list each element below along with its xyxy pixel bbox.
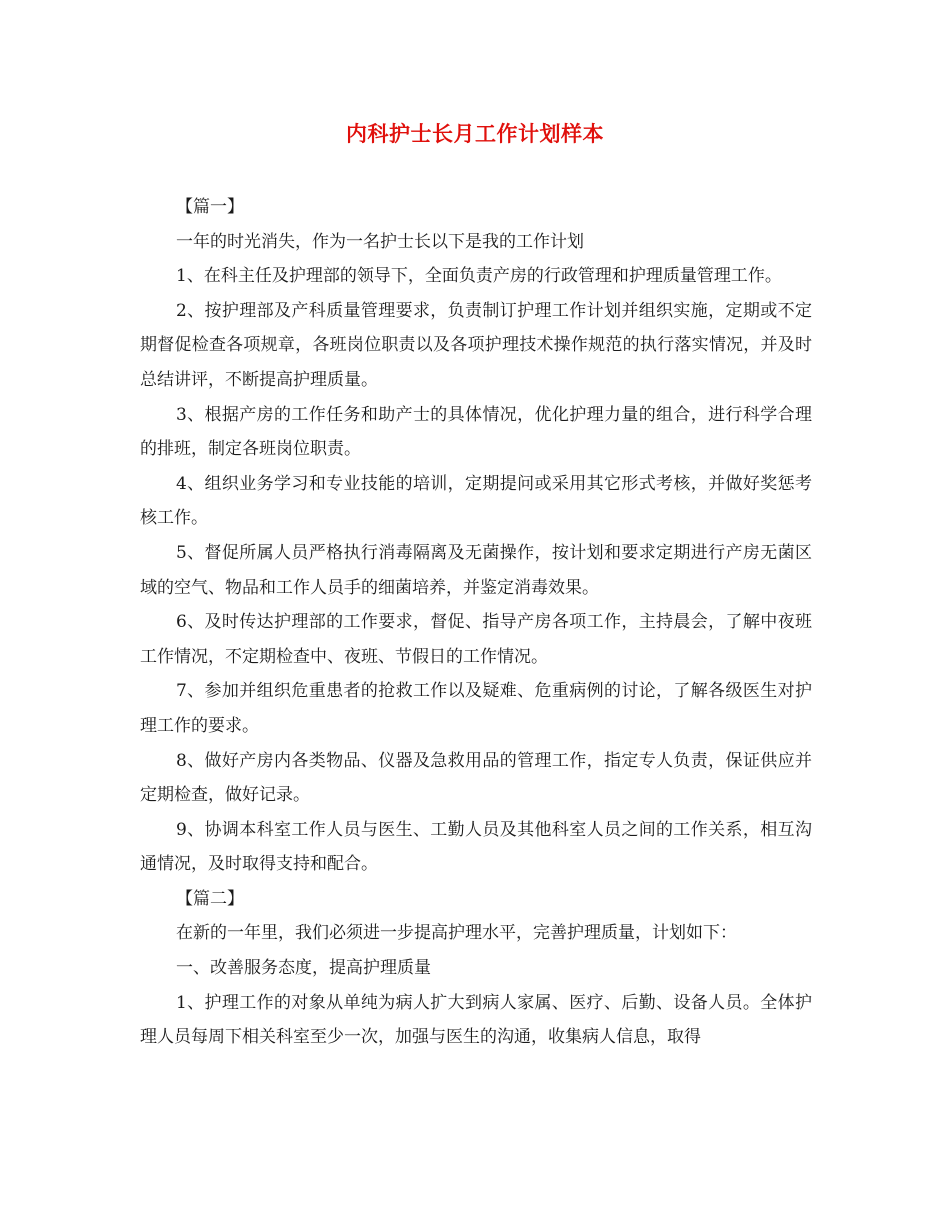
paragraph: 8、做好产房内各类物品、仪器及急救用品的管理工作，指定专人负责，保证供应并定期检查，做好记录。 [140,750,812,806]
paragraph: 3、根据产房的工作任务和助产士的具体情况，优化护理力量的组合，进行科学合理的排班，制定各班岗位职责。 [140,404,812,460]
paragraph: 1、护理工作的对象从单纯为病人扩大到病人家属、医疗、后勤、设备人员。全体护理人员每周下相关科室至少一次，加强与医生的沟通，收集病人信息，取得 [140,992,812,1048]
paragraph: 在新的一年里，我们必须进一步提高护理水平，完善护理质量，计划如下： [176,923,737,944]
paragraph: 5、督促所属人员严格执行消毒隔离及无菌操作，按计划和要求定期进行产房无菌区域的空气、物品和工作人员手的细菌培养，并鉴定消毒效果。 [140,542,812,598]
paragraph: 7、参加并组织危重患者的抢救工作以及疑难、危重病例的讨论，了解各级医生对护理工作的要求。 [140,681,812,736]
paragraph: 2、按护理部及产科质量管理要求，负责制订护理工作计划并组织实施，定期或不定期督促检查各项规章，各班岗位职责以及各项护理技术操作规范的执行落实情况，并及时总结讲评，不断提高护理质量。 [140,300,812,390]
document-title: 内科护士长月工作计划样本 [346,121,604,146]
section-heading-1: 【篇一】 [176,197,244,217]
paragraph: 6、及时传达护理部的工作要求，督促、指导产房各项工作，主持晨会，了解中夜班工作情况，不定期检查中、夜班、节假日的工作情况。 [140,612,812,667]
paragraph: 9、协调本科室工作人员与医生、工勤人员及其他科室人员之间的工作关系，相互沟通情况，及时取得支持和配合。 [140,819,812,875]
paragraph: 1、在科主任及护理部的领导下，全面负责产房的行政管理和护理质量管理工作。 [176,266,782,287]
paragraph: 4、组织业务学习和专业技能的培训，定期提问或采用其它形式考核，并做好奖惩考核工作。 [140,473,812,529]
section-heading-2: 【篇二】 [176,888,244,909]
document-body [140,190,812,1055]
paragraph: 一年的时光消失，作为一名护士长以下是我的工作计划 [176,231,584,252]
paragraph: 一、改善服务态度，提高护理质量 [176,958,431,979]
